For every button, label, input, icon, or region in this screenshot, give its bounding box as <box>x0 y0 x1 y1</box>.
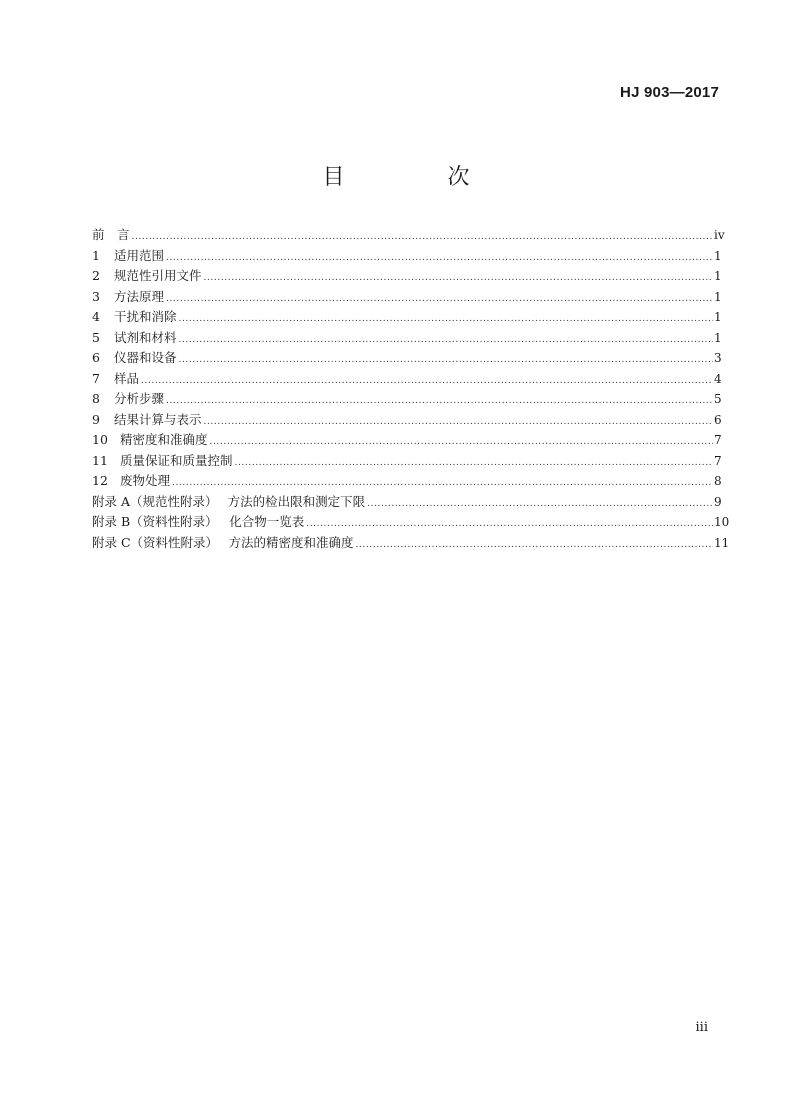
toc-leader-dots <box>179 309 713 330</box>
toc-entry-number: 11 <box>92 452 108 468</box>
toc-entry-page: 1 <box>714 310 722 324</box>
toc-leader-dots <box>166 391 713 412</box>
page-number: iii <box>695 1020 708 1035</box>
toc-entry-page: 5 <box>714 392 722 406</box>
toc-entry-appendix-c[interactable] <box>92 533 730 554</box>
toc-entry-page: iv <box>714 228 725 242</box>
toc-entry-1[interactable] <box>92 246 720 267</box>
toc-entry-foreword[interactable] <box>92 225 725 246</box>
toc-entry-8[interactable] <box>92 389 720 410</box>
toc-leader-dots <box>235 453 713 474</box>
toc-entry-page: 1 <box>714 269 722 283</box>
toc-entry-page: 11 <box>714 535 730 550</box>
toc-entry-9[interactable] <box>92 410 720 431</box>
standard-code: HJ <box>620 84 640 101</box>
toc-leader-dots <box>306 514 713 535</box>
toc-entry-label: 仪器和设备 <box>114 350 177 365</box>
appendix-label: 附录 B（资料性附录） <box>92 514 218 529</box>
toc-entry-number: 5 <box>92 329 100 345</box>
appendix-title: 化合物一览表 <box>229 514 305 529</box>
toc-leader-dots <box>355 535 713 556</box>
appendix-title: 方法的精密度和准确度 <box>228 534 354 550</box>
toc-entry-label: 废物处理 <box>120 473 171 488</box>
toc-entry-appendix-a[interactable] <box>92 492 720 513</box>
toc-entry-page: 1 <box>714 248 722 263</box>
toc-entry-12[interactable] <box>92 471 720 492</box>
toc-entry-number: 1 <box>92 247 100 263</box>
standard-year: 903—2017 <box>644 84 719 101</box>
toc-entry-5[interactable] <box>92 328 720 349</box>
toc-entry-number: 4 <box>92 309 100 324</box>
toc-entry-page: 7 <box>714 453 722 468</box>
toc-entry-number: 3 <box>92 288 100 304</box>
toc-entry-2[interactable] <box>92 266 720 287</box>
page-title: 目 次 <box>322 165 518 190</box>
toc-leader-dots <box>132 227 713 248</box>
toc-leader-dots <box>141 371 713 392</box>
toc-leader-dots <box>166 289 713 310</box>
toc-entry-6[interactable] <box>92 348 720 369</box>
toc-leader-dots <box>172 473 713 494</box>
toc-entry-page: 1 <box>714 289 722 304</box>
toc-leader-dots <box>210 432 713 453</box>
toc-entry-page: 9 <box>714 494 722 509</box>
toc-leader-dots <box>204 268 713 289</box>
toc-entry-7[interactable] <box>92 369 720 390</box>
toc-entry-label: 精密度和准确度 <box>120 432 208 447</box>
appendix-title: 方法的检出限和测定下限 <box>227 493 366 509</box>
toc-entry-11[interactable] <box>92 451 720 472</box>
toc-entry-label: 前 言 <box>92 227 130 242</box>
appendix-label: 附录 C（资料性附录） <box>92 534 219 550</box>
toc-entry-label: 结果计算与表示 <box>114 411 202 427</box>
toc-entry-page: 10 <box>714 515 730 529</box>
toc-entry-label: 分析步骤 <box>114 391 165 406</box>
toc-entry-page: 6 <box>714 412 722 427</box>
toc-entry-label: 适用范围 <box>114 247 165 263</box>
toc-entry-label: 试剂和材料 <box>114 329 177 345</box>
toc-entry-page: 4 <box>714 371 722 386</box>
toc-entry-number: 8 <box>92 391 100 406</box>
toc-entry-number: 2 <box>92 268 100 283</box>
toc-entry-label: 方法原理 <box>114 288 165 304</box>
toc-entry-number: 10 <box>92 432 108 447</box>
toc-leader-dots <box>179 350 713 371</box>
toc-entry-number: 12 <box>92 473 108 488</box>
toc-entry-4[interactable] <box>92 307 720 328</box>
toc-leader-dots <box>367 494 713 515</box>
toc-entry-label: 干扰和消除 <box>114 309 177 324</box>
toc-entry-appendix-b[interactable] <box>92 512 730 533</box>
standard-number <box>620 84 719 101</box>
toc-entry-10[interactable] <box>92 430 720 451</box>
table-of-contents <box>92 225 730 553</box>
toc-entry-number: 7 <box>92 370 100 386</box>
toc-entry-page: 8 <box>714 474 722 488</box>
toc-entry-number: 6 <box>92 350 100 365</box>
toc-entry-page: 1 <box>714 330 722 345</box>
toc-entry-label: 样品 <box>114 370 140 386</box>
toc-entry-3[interactable] <box>92 287 720 308</box>
toc-entry-number: 9 <box>92 411 100 427</box>
toc-entry-label: 规范性引用文件 <box>114 268 202 283</box>
toc-leader-dots <box>166 248 713 269</box>
appendix-label: 附录 A（规范性附录） <box>92 493 218 509</box>
toc-entry-page: 7 <box>714 433 722 447</box>
toc-leader-dots <box>204 412 713 433</box>
toc-entry-page: 3 <box>714 351 722 365</box>
toc-entry-label: 质量保证和质量控制 <box>120 452 233 468</box>
toc-leader-dots <box>179 330 713 351</box>
